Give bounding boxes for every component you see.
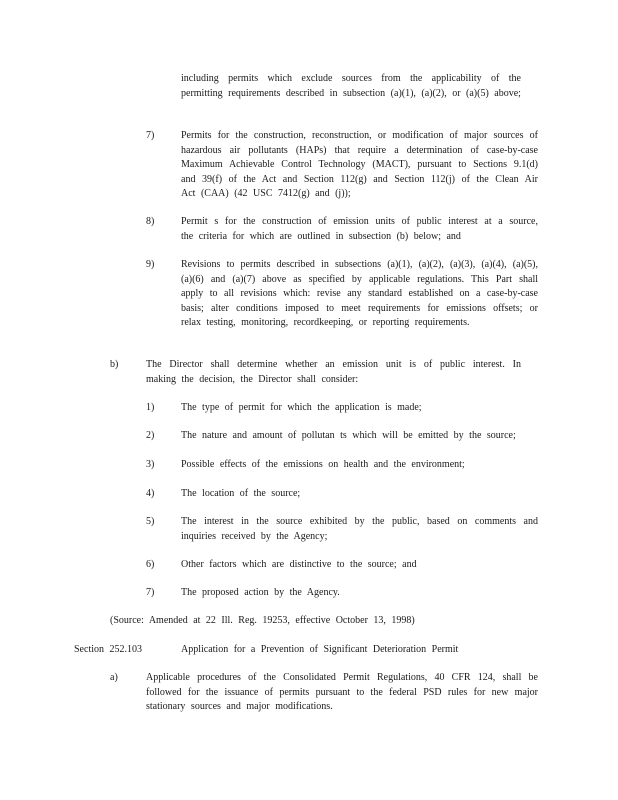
item-text: The location of the source;	[181, 488, 301, 499]
source-note: (Source: Amended at 22 Ill. Reg. 19253, effective October 13, 1998)	[110, 615, 415, 626]
item-number: 9)	[146, 259, 155, 270]
item-number: 8)	[146, 216, 155, 227]
continuation-paragraph: including permits which exclude sources from the applicability of the permitting requirements described in subsection (a)(1), (a)(2), or (a)(5) above;	[181, 73, 521, 99]
section-label: Section 252.103	[74, 644, 142, 655]
item-text: The type of permit for which the application is made;	[181, 402, 422, 413]
item-number: 4)	[146, 488, 155, 499]
subsection-label: a)	[110, 672, 118, 683]
item-text: Permits for the construction, reconstruction, or modification of major sources of hazardous air pollutants (HAPs) that require a determination of case-by-case Maximum Achievable Control Technology (MACT), pursuant to Sections 9.1(d) and 39(f) of the Act and Section 112(g) and Section 112(j) of the Clean Air Act (CAA) (42 USC 7412(g) and (j));	[181, 130, 538, 199]
subsection-text: The Director shall determine whether an emission unit is of public interest. In making the decision, the Director shall consider:	[146, 359, 521, 385]
subsection-text: Applicable procedures of the Consolidated Permit Regulations, 40 CFR 124, shall be followed for the issuance of permits pursuant to the federal PSD rules for new major stationary sources and major modifications.	[146, 672, 538, 712]
item-text: The proposed action by the Agency.	[181, 587, 340, 598]
item-text: The interest in the source exhibited by the public, based on comments and inquiries received by the Agency;	[181, 516, 538, 542]
item-text: Permit s for the construction of emission units of public interest at a source, the criteria for which are outlined in subsection (b) below; and	[181, 216, 538, 242]
item-text: Other factors which are distinctive to the source; and	[181, 559, 417, 570]
item-text: Possible effects of the emissions on health and the environment;	[181, 459, 465, 470]
item-text: The nature and amount of pollutan ts which will be emitted by the source;	[181, 430, 516, 441]
item-number: 3)	[146, 459, 155, 470]
item-number: 2)	[146, 430, 155, 441]
item-number: 1)	[146, 402, 155, 413]
subsection-label: b)	[110, 359, 119, 370]
item-number: 5)	[146, 516, 155, 527]
item-number: 7)	[146, 130, 155, 141]
item-text: Revisions to permits described in subsections (a)(1), (a)(2), (a)(3), (a)(4), (a)(5), (a)(6) and (a)(7) above as specified by applicable regulations. This Part shall apply to all revisions which: revise any standard established on a case-by-case basis; alter conditions imposed to meet requirements for emissions offsets; or relax testing, monitoring, recordkeeping, or reporting requirements.	[181, 259, 538, 328]
item-number: 7)	[146, 587, 155, 598]
section-title: Application for a Prevention of Significant Deterioration Permit	[181, 644, 459, 655]
item-number: 6)	[146, 559, 155, 570]
